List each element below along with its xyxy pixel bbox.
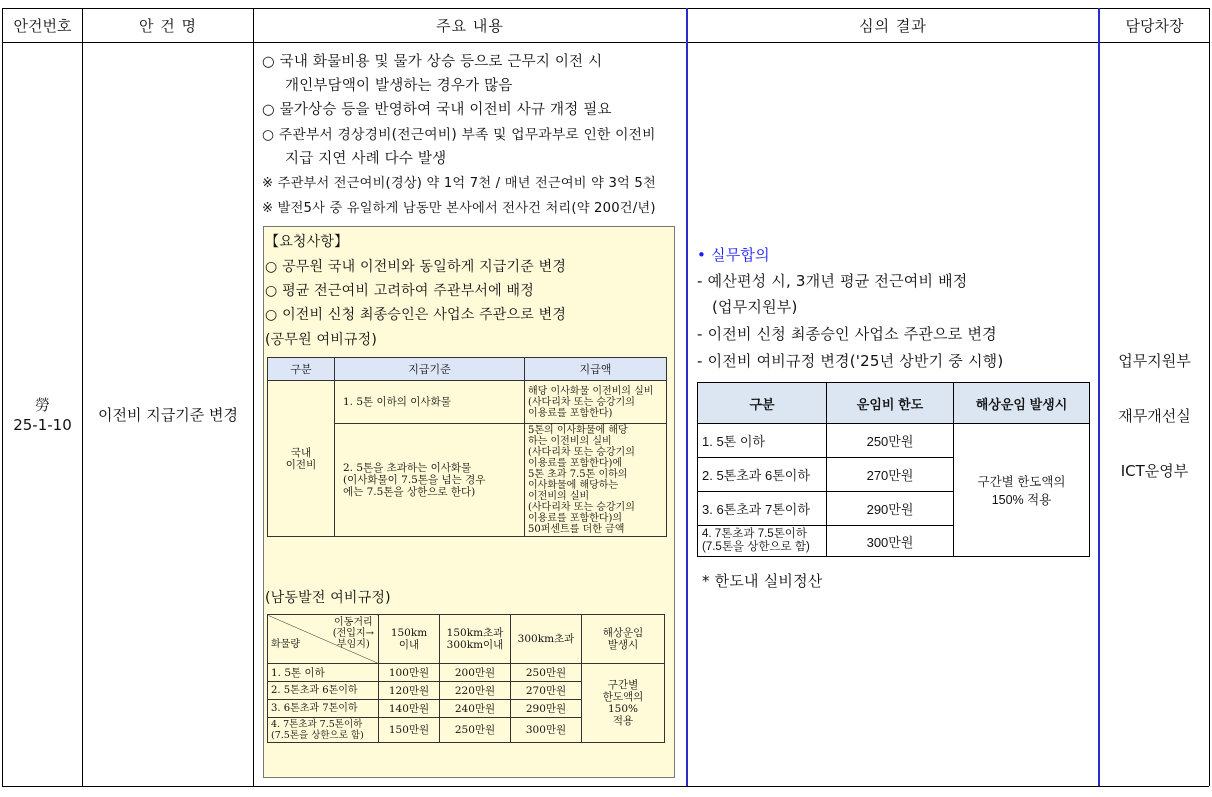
result-row-label: 2. 5톤초과 6톤이하 [698, 458, 827, 492]
header-manager: 담당차장 [1125, 16, 1184, 35]
namdong-cell: 300만원 [511, 718, 582, 743]
border-col1 [82, 8, 83, 786]
namdong-travel-table [267, 614, 665, 743]
header-name: 안 건 명 [138, 16, 197, 35]
namdong-row-label: 3. 6톤초과 7톤이하 [268, 700, 379, 718]
result-row-label: 4. 7톤초과 7.5톤이하 (7.5톤을 상한으로 함) [698, 526, 827, 557]
namdong-row-label: 2. 5톤초과 6톤이하 [268, 682, 379, 700]
gov-amount-1: 해당 이사화물 이전비의 실비 (사다리차 또는 승강기의 이용료를 포함한다) [525, 381, 667, 424]
result-limit: 270만원 [827, 458, 954, 492]
namdong-corner-cell [268, 615, 379, 664]
manager-3: ICT운영부 [1120, 462, 1189, 480]
namdong-row-label: 4. 7톤초과 7.5톤이하 (7.5톤을 상한으로 함) [268, 718, 379, 743]
header-no: 안건번호 [13, 16, 72, 35]
namdong-corner-top: 이동거리 (전입지→ 부임지) [332, 617, 374, 650]
namdong-cell: 120만원 [379, 682, 440, 700]
request-item-3: ○ 이전비 신청 최종승인은 사업소 주관으로 변경 [265, 307, 567, 323]
request-title: 【요청사항】 [265, 234, 349, 250]
result-sea-note: 구간별 한도액의 150% 적용 [954, 424, 1090, 557]
result-row-label: 1. 5톤 이하 [698, 424, 827, 458]
gov-regulation-title: (공무원 여비규정) [265, 332, 378, 348]
result-limit: 290만원 [827, 492, 954, 526]
result-footnote: * 한도내 실비정산 [702, 572, 823, 590]
result-row-label: 3. 6톤초과 7톤이하 [698, 492, 827, 526]
result-th-sea: 해상운임 발생시 [954, 383, 1090, 424]
result-freight-table [697, 382, 1090, 557]
agenda-number [3, 395, 82, 435]
gov-th-amount: 지급액 [525, 358, 667, 381]
agenda-number-prefix: 勞 [34, 396, 50, 414]
namdong-sea-note: 구간별 한도액의 150% 적용 [582, 664, 665, 743]
namdong-cell: 100만원 [379, 664, 440, 682]
namdong-th-300: 150km초과 300km이내 [440, 615, 511, 664]
table-top-border [2, 8, 1209, 9]
gov-amount-2: 5톤의 이사화물에 해당 하는 이전비의 실비 (사다리차 또는 승강기의 이용료를 포함한다)에 5톤 초과 7.5톤 이하의 이사화물에 해당하는 이전비의 실비 (사다리차 또는 승강기의 이용료를 포함한다)의 50퍼센트를 더한 금액 [525, 424, 667, 537]
header-bottom-border [2, 42, 1209, 43]
namdong-th-sea: 해상운임 발생시 [582, 615, 665, 664]
result-agree-title: • 실무합의 [697, 246, 770, 264]
content-line-4: ○ 주관부서 경상경비(전근여비) 부족 및 업무과부로 인한 이전비 [262, 127, 656, 143]
border-right [1209, 8, 1210, 786]
border-col2 [253, 8, 254, 786]
table-bottom-border [2, 786, 1209, 787]
namdong-cell: 150만원 [379, 718, 440, 743]
result-limit: 300만원 [827, 526, 954, 557]
result-line-3: - 이전비 신청 최종승인 사업소 주관으로 변경 [697, 325, 997, 343]
request-item-2: ○ 평균 전근여비 고려하여 주관부서에 배정 [265, 283, 534, 299]
namdong-cell: 250만원 [511, 664, 582, 682]
namdong-cell: 200만원 [440, 664, 511, 682]
border-result-left [686, 8, 688, 786]
namdong-corner-bottom: 화물량 [271, 639, 300, 650]
header-content: 주요 내용 [436, 16, 504, 35]
namdong-row-label: 1. 5톤 이하 [268, 664, 379, 682]
manager-2: 재무개선실 [1118, 407, 1191, 425]
namdong-cell: 220만원 [440, 682, 511, 700]
result-th-category: 구분 [698, 383, 827, 424]
agenda-name: 이전비 지급기준 변경 [98, 406, 238, 424]
border-result-right [1098, 8, 1100, 786]
result-th-limit: 운임비 한도 [827, 383, 954, 424]
content-line-5: 지급 지연 사례 다수 발생 [285, 151, 447, 167]
request-item-1: ○ 공무원 국내 이전비와 동일하게 지급기준 변경 [265, 259, 567, 275]
content-line-2: 개인부담액이 발생하는 경우가 많음 [285, 78, 513, 94]
content-note-2: ※ 발전5사 중 유일하게 남동만 본사에서 전사건 처리(약 200건/년) [262, 201, 656, 216]
gov-category-cell: 국내 이전비 [268, 381, 335, 537]
namdong-cell: 270만원 [511, 682, 582, 700]
content-line-3: ○ 물가상승 등을 반영하여 국내 이전비 사규 개정 필요 [262, 102, 612, 118]
gov-th-criteria: 지급기준 [335, 358, 525, 381]
manager-1: 업무지원부 [1118, 352, 1191, 370]
result-line-2: (업무지원부) [712, 298, 798, 316]
gov-criteria-1: 1. 5톤 이하의 이사화물 [335, 381, 525, 424]
gov-travel-table [267, 357, 667, 537]
namdong-cell: 140만원 [379, 700, 440, 718]
namdong-regulation-title: (남동발전 여비규정) [265, 590, 391, 606]
gov-criteria-2: 2. 5톤을 초과하는 이사화물 (이사화물이 7.5톤을 넘는 경우 에는 7.5톤을 상한으로 한다) [335, 424, 525, 537]
result-limit: 250만원 [827, 424, 954, 458]
namdong-cell: 240만원 [440, 700, 511, 718]
result-line-1: - 예산편성 시, 3개년 평균 전근여비 배정 [697, 272, 968, 290]
agenda-number-code: 25-1-10 [13, 416, 72, 434]
content-line-1: ○ 국내 화물비용 및 물가 상승 등으로 근무지 이전 시 [262, 54, 603, 70]
namdong-cell: 250만원 [440, 718, 511, 743]
content-note-1: ※ 주관부서 전근여비(경상) 약 1억 7천 / 매년 전근여비 약 3억 5천 [262, 176, 656, 191]
namdong-th-over300: 300km초과 [511, 615, 582, 664]
header-result: 심의 결과 [859, 16, 927, 35]
result-line-4: - 이전비 여비규정 변경('25년 상반기 중 시행) [697, 352, 1004, 370]
gov-th-category: 구분 [268, 358, 335, 381]
namdong-th-150: 150km 이내 [379, 615, 440, 664]
namdong-cell: 290만원 [511, 700, 582, 718]
